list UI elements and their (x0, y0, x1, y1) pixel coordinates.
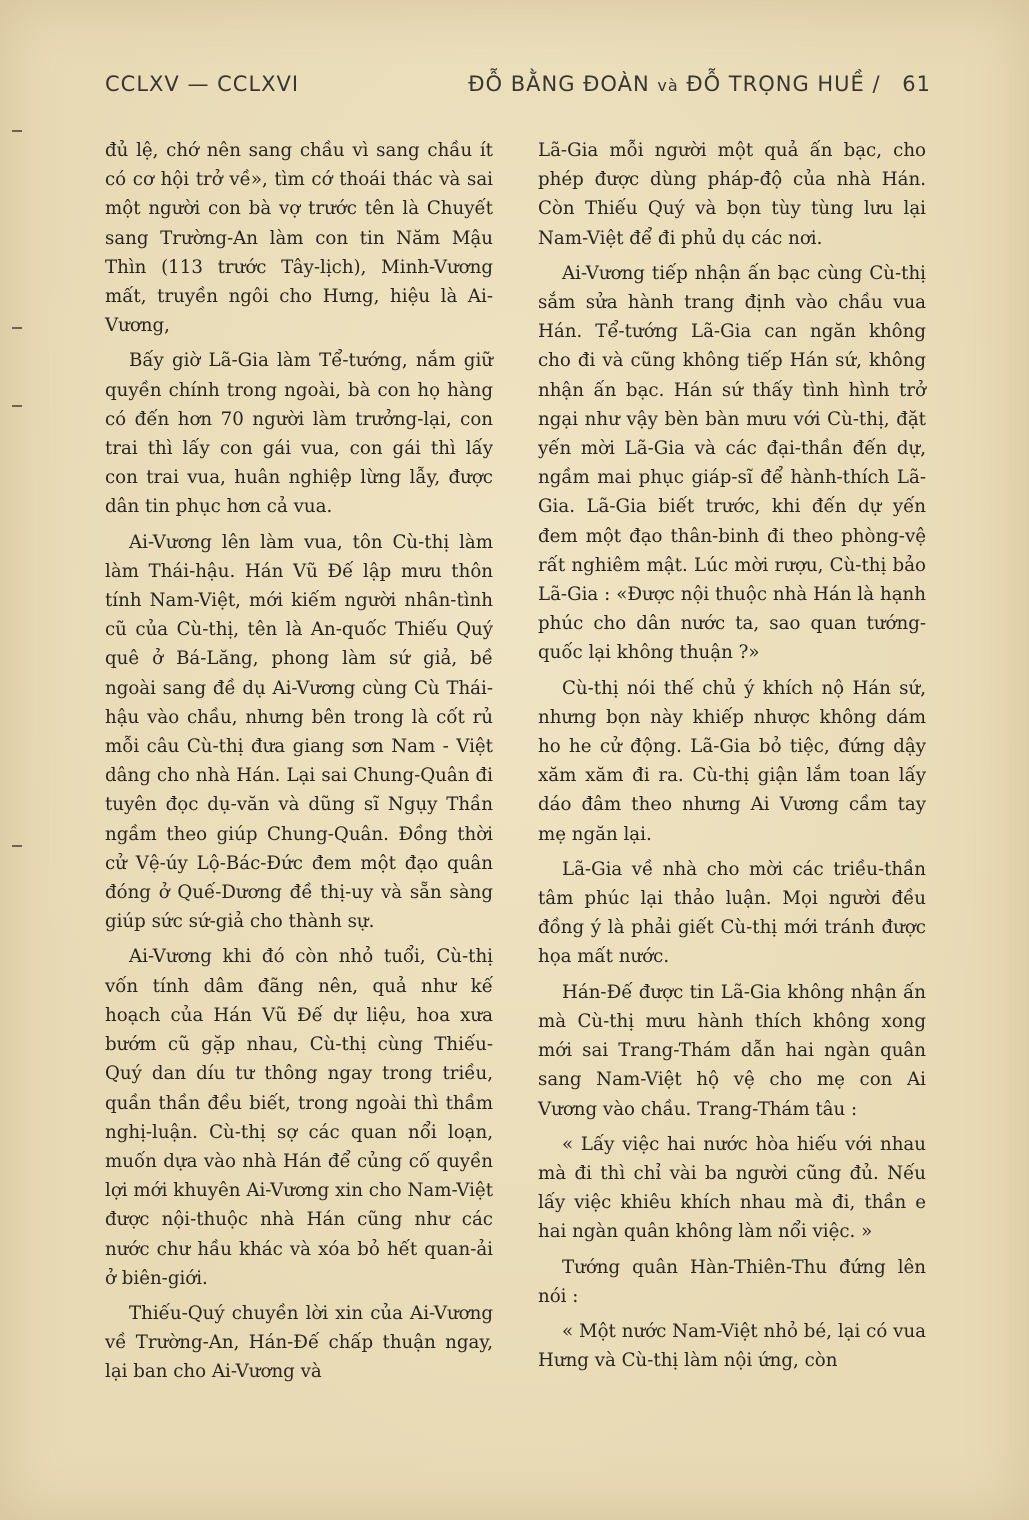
paragraph: Hán-Đế được tin Lã-Gia không nhận ấn mà Cù-thị mưu hành thích không xong mới sai Trang-Thám dẫn hai ngàn quân sang Nam-Việt hộ vệ cho mẹ con Ai Vương vào chầu. Trang-Thám tâu : (538, 981, 926, 1120)
paragraph: Lã-Gia mỗi người một quả ấn bạc, cho phép được dùng pháp-độ của nhà Hán. Còn Thiếu Quý và bọn tùy tùng lưu lại Nam-Việt để đi phủ dụ các nơi. (538, 140, 926, 249)
paragraph: « Một nước Nam-Việt nhỏ bé, lại có vua Hưng và Cù-thị làm nội ứng, còn (538, 1320, 926, 1372)
page-number: 61 (902, 72, 931, 96)
conjunction: và (657, 76, 679, 95)
paragraph: Lã-Gia về nhà cho mời các triều-thần tâm phúc lại thảo luận. Mọi người đều đồng ý là phải giết Cù-thị mới tránh được họa mất nước. (538, 858, 926, 968)
paragraph: Bấy giờ Lã-Gia làm Tể-tướng, nắm giữ quyền chính trong ngoài, bà con họ hàng có đến hơn 70 người làm trưởng-lại, con trai thì lấy con gái vua, con gái thì lấy con trai vua, huân nghiệp lừng lẫy, được dân tin phục hơn cả vua. (105, 350, 493, 518)
margin-tick (12, 327, 22, 329)
margin-tick (12, 130, 22, 132)
paragraph: Tướng quân Hàn-Thiên-Thu đứng lên nói : (538, 1256, 926, 1307)
paragraph: « Lấy việc hai nước hòa hiếu với nhau mà đi thì chỉ vài ba người cũng đủ. Nếu lấy việc khiêu khích nhau mà đi, thần e hai ngàn quân không làm nổi việc. » (538, 1133, 926, 1243)
paragraph: đủ lệ, chớ nên sang chầu vì sang chầu ít có cơ hội trở về», tìm cớ thoái thác và sai một người con bà vợ trước tên là Chuyết sang Trường-An làm con tin Năm Mậu Thìn (113 trước Tây-lịch), Minh-Vương mất, truyền ngôi cho Hưng, hiệu là Ai-Vương, (105, 140, 493, 337)
paragraph: Ai-Vương khi đó còn nhỏ tuổi, Cù-thị vốn tính dâm đãng nên, quả như kế hoạch của Hán Vũ Đế dự liệu, hoa xưa bướm cũ gặp nhau, Cù-thị cùng Thiếu-Quý dan díu tư thông ngay trong triều, quần thần đều biết, trong ngoài thì thầm nghị-luận. Cù-thị sợ các quan nổi loạn, muốn dựa vào nhà Hán để củng cố quyền lợi mới khuyên Ai-Vương xin cho Nam-Việt được nội-thuộc nhà Hán cũng như các nước chư hầu khác và xóa bỏ hết quan-ải ở biên-giới. (105, 946, 493, 1289)
running-header (105, 72, 931, 112)
paragraph: Ai-Vương tiếp nhận ấn bạc cùng Cù-thị sắm sửa hành trang định vào chầu vua Hán. Tể-tướng Lã-Gia can ngăn không cho đi và cũng không tiếp Hán sứ, không nhận ấn bạc. Hán sứ thấy tình hình trở ngại như vậy bèn bàn mưu với Cù-thị, đặt yến mời Lã-Gia và các đại-thần đến dự, ngầm mai phục giáp-sĩ để hành-thích Lã-Gia. Lã-Gia biết trước, khi đến dự yến đem một đạo thân-binh đi theo phòng-vệ rất nghiêm mật. Lúc mời rượu, Cù-thị bảo Lã-Gia : «Được nội thuộc nhà Hán là hạnh phúc cho dân nước ta, sao quan tướng-quốc lại không thuận ?» (538, 262, 926, 664)
paragraph: Cù-thị nói thế chủ ý khích nộ Hán sứ, nhưng bọn này khiếp nhược không dám ho he cử động. Lã-Gia bỏ tiệc, đứng dậy xăm xăm đi ra. Cù-thị giận lắm toan lấy dáo đâm theo nhưng Ai Vương cầm tay mẹ ngăn lại. (538, 677, 926, 845)
margin-tick (12, 405, 22, 407)
author-2: ĐỖ TRỌNG HUỀ / (686, 72, 881, 96)
margin-tick (12, 845, 22, 847)
right-column (538, 136, 926, 1381)
paragraph: Ai-Vương lên làm vua, tôn Cù-thị làm làm Thái-hậu. Hán Vũ Đế lập mưu thôn tính Nam-Việt, mới kiếm người nhân-tình cũ của Cù-thị, tên là An-quốc Thiếu Quý quê ở Bá-Lăng, phong làm sứ giả, bề ngoài sang đề dụ Ai-Vương cùng Cù Thái-hậu vào chầu, nhưng bên trong là cốt rủ mỗi câu Cù-thị đưa giang sơn Nam - Việt dâng cho nhà Hán. Lại sai Chung-Quân đi tuyên đọc dụ-văn và dũng sĩ Ngụy Thần ngầm theo giúp Chung-Quân. Đồng thời cử Vệ-úy Lộ-Bác-Đức đem một đạo quân đóng ở Quế-Dương đề thị-uy và sẵn sàng giúp sức sứ-giả cho thành sự. (105, 531, 493, 933)
paragraph: Thiếu-Quý chuyền lời xin của Ai-Vương về Trường-An, Hán-Đế chấp thuận ngay, lại ban cho Ai-Vương và (105, 1302, 493, 1383)
authors-and-page (468, 72, 931, 96)
chapter-range: CCLXV — CCLXVI (105, 72, 300, 96)
author-1: ĐỖ BẰNG ĐOÀN (468, 72, 650, 96)
left-column (105, 136, 493, 1393)
